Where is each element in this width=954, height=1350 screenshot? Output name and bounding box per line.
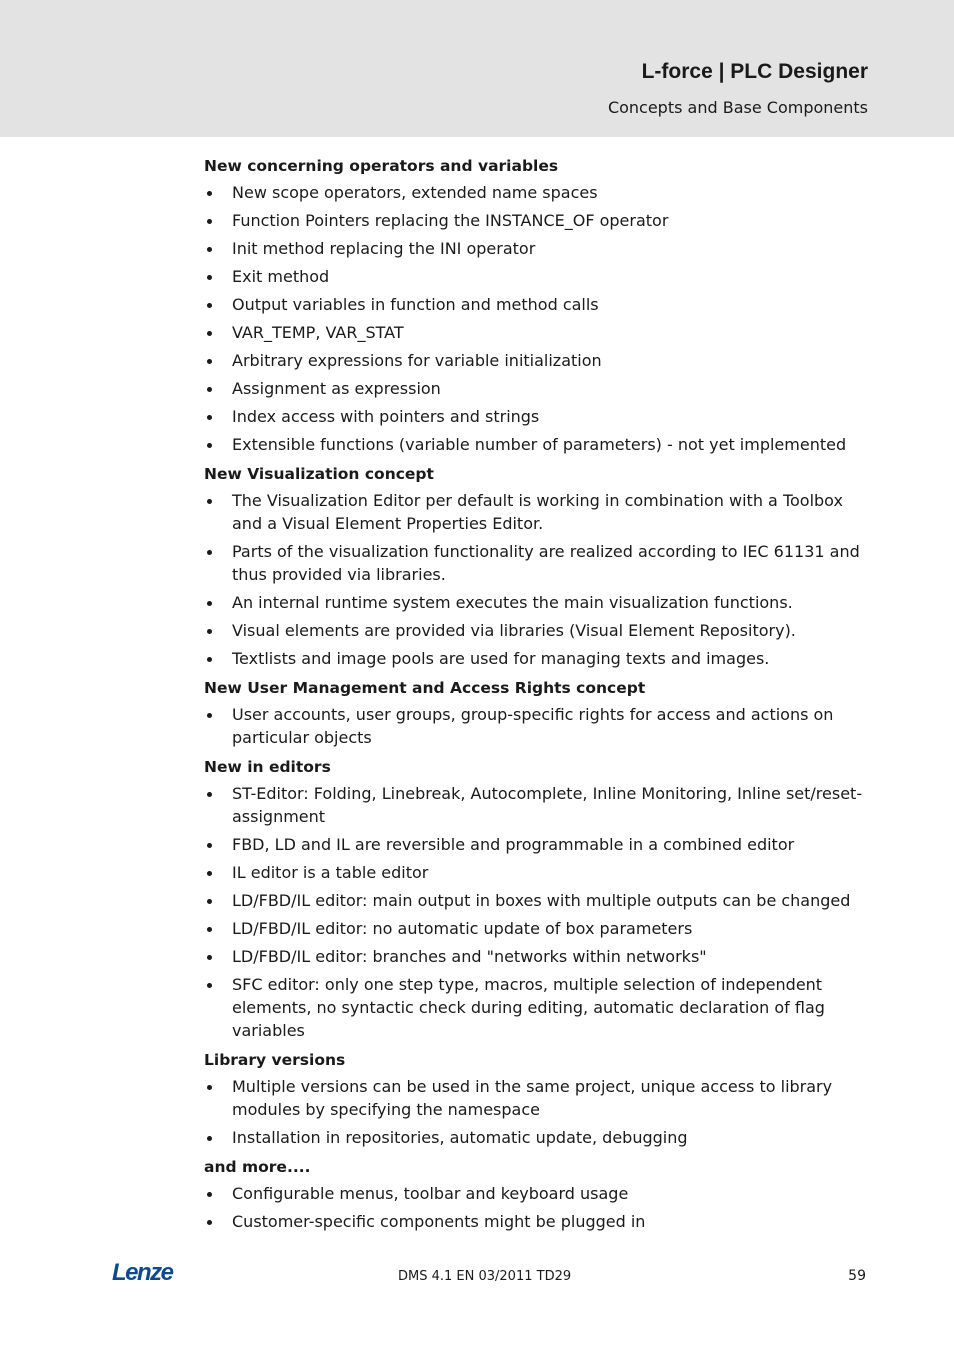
list-item: Extensible functions (variable number of parameters) - not yet implemented xyxy=(204,433,872,456)
bullet-icon xyxy=(207,219,212,224)
section-heading: and more.... xyxy=(204,1158,311,1176)
lenze-logo xyxy=(112,1260,190,1284)
list-item: Arbitrary expressions for variable initialization xyxy=(204,349,872,372)
bullet-icon xyxy=(207,1136,212,1141)
list-item: New scope operators, extended name spaces xyxy=(204,181,872,204)
bullet-icon xyxy=(207,550,212,555)
list-item: Output variables in function and method calls xyxy=(204,293,872,316)
list-item: Assignment as expression xyxy=(204,377,872,400)
bullet-icon xyxy=(207,387,212,392)
bullet-icon xyxy=(207,191,212,196)
bullet-icon xyxy=(207,927,212,932)
bullet-icon xyxy=(207,657,212,662)
list-item: IL editor is a table editor xyxy=(204,861,872,884)
list-item: Exit method xyxy=(204,265,872,288)
bullet-icon xyxy=(207,983,212,988)
section-heading: New concerning operators and variables xyxy=(204,157,559,175)
list-item: LD/FBD/IL editor: branches and "networks within networks" xyxy=(204,945,872,968)
list-item: LD/FBD/IL editor: main output in boxes with multiple outputs can be changed xyxy=(204,889,872,912)
bullet-list xyxy=(204,1075,872,1149)
list-item: User accounts, user groups, group-specific rights for access and actions on particular objects xyxy=(204,703,872,749)
bullet-icon xyxy=(207,331,212,336)
bullet-icon xyxy=(207,955,212,960)
bullet-list xyxy=(204,181,872,456)
bullet-list xyxy=(204,489,872,670)
list-item: Configurable menus, toolbar and keyboard usage xyxy=(204,1182,872,1205)
list-item: Parts of the visualization functionality are realized according to IEC 61131 and thus provided via libraries. xyxy=(204,540,872,586)
bullet-icon xyxy=(207,871,212,876)
list-item: ST-Editor: Folding, Linebreak, Autocomplete, Inline Monitoring, Inline set/reset-assignment xyxy=(204,782,872,828)
list-item: Multiple versions can be used in the same project, unique access to library modules by specifying the namespace xyxy=(204,1075,872,1121)
list-item: Textlists and image pools are used for managing texts and images. xyxy=(204,647,872,670)
page-header xyxy=(0,0,954,137)
section-heading: New in editors xyxy=(204,758,331,776)
svg-text:Lenze: Lenze xyxy=(112,1260,173,1284)
page-body xyxy=(204,153,872,1238)
bullet-list xyxy=(204,782,872,1042)
list-item: Visual elements are provided via libraries (Visual Element Repository). xyxy=(204,619,872,642)
bullet-icon xyxy=(207,1192,212,1197)
section-heading: New Visualization concept xyxy=(204,465,434,483)
bullet-icon xyxy=(207,303,212,308)
bullet-icon xyxy=(207,713,212,718)
bullet-icon xyxy=(207,1085,212,1090)
bullet-icon xyxy=(207,359,212,364)
list-item: Customer-specific components might be plugged in xyxy=(204,1210,872,1233)
section-editors xyxy=(204,754,872,1042)
bullet-icon xyxy=(207,899,212,904)
bullet-icon xyxy=(207,415,212,420)
bullet-icon xyxy=(207,443,212,448)
bullet-icon xyxy=(207,629,212,634)
list-item: LD/FBD/IL editor: no automatic update of box parameters xyxy=(204,917,872,940)
list-item: The Visualization Editor per default is working in combination with a Toolbox and a Visual Element Properties Editor. xyxy=(204,489,872,535)
section-operators-variables xyxy=(204,153,872,456)
page-number: 59 xyxy=(848,1268,866,1284)
list-item: FBD, LD and IL are reversible and programmable in a combined editor xyxy=(204,833,872,856)
section-visualization xyxy=(204,461,872,670)
bullet-icon xyxy=(207,1220,212,1225)
bullet-icon xyxy=(207,275,212,280)
list-item: VAR_TEMP, VAR_STAT xyxy=(204,321,872,344)
section-heading: New User Management and Access Rights concept xyxy=(204,679,646,697)
section-user-management xyxy=(204,675,872,749)
bullet-list xyxy=(204,703,872,749)
list-item: Index access with pointers and strings xyxy=(204,405,872,428)
list-item: Init method replacing the INI operator xyxy=(204,237,872,260)
bullet-icon xyxy=(207,499,212,504)
list-item: Function Pointers replacing the INSTANCE_OF operator xyxy=(204,209,872,232)
section-heading: Library versions xyxy=(204,1051,346,1069)
bullet-icon xyxy=(207,843,212,848)
list-item: SFC editor: only one step type, macros, multiple selection of independent elements, no syntactic check during editing, automatic declaration of flag variables xyxy=(204,973,872,1042)
section-library-versions xyxy=(204,1047,872,1149)
list-item: An internal runtime system executes the main visualization functions. xyxy=(204,591,872,614)
bullet-icon xyxy=(207,601,212,606)
bullet-list xyxy=(204,1182,872,1233)
document-title: L-force | PLC Designer xyxy=(641,60,868,83)
chapter-title: Concepts and Base Components xyxy=(607,98,868,117)
bullet-icon xyxy=(207,792,212,797)
section-and-more xyxy=(204,1154,872,1233)
list-item: Installation in repositories, automatic update, debugging xyxy=(204,1126,872,1149)
document-id: DMS 4.1 EN 03/2011 TD29 xyxy=(398,1269,572,1284)
bullet-icon xyxy=(207,247,212,252)
